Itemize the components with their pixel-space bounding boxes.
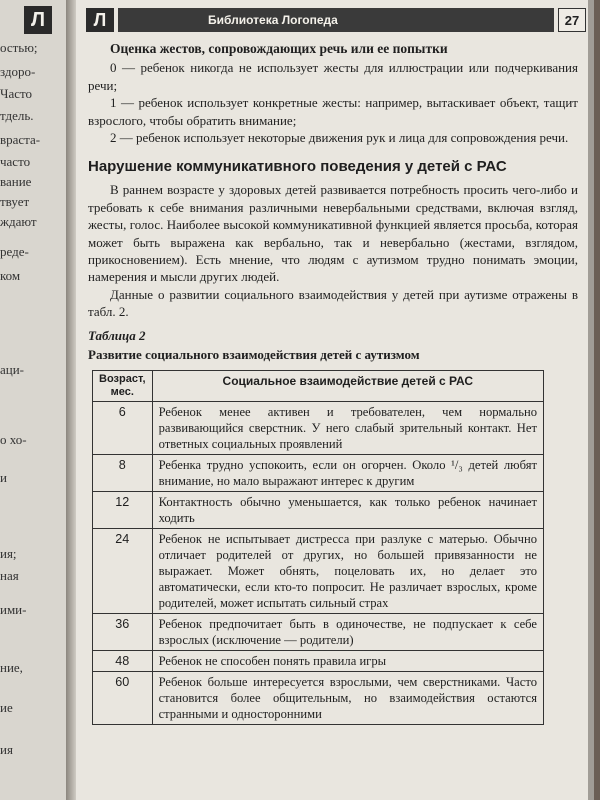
age-cell: 6: [93, 401, 153, 454]
social-interaction-table: [92, 370, 544, 725]
table-row: [93, 491, 544, 528]
table-title: Развитие социального взаимодействия детей с аутизмом: [88, 347, 420, 363]
column-header-description: Социальное взаимодействие детей с РАС: [152, 370, 543, 401]
table-row: [93, 671, 544, 724]
page-edge: [588, 0, 594, 800]
chapter-tab-letter: Л: [24, 6, 52, 34]
scoring-item: 1 — ребенок использует конкретные жесты: например, вытаскивает объект, тащит взрослого, чтобы обратить внимание;: [88, 95, 578, 128]
left-fragment: остью;: [0, 40, 38, 55]
description-cell: Ребенок предпочитает быть в одиночестве, не подпускает к себе взрослых (исключение — родители): [152, 613, 543, 650]
left-fragment: Часто: [0, 86, 32, 101]
scoring-item: 2 — ребенок использует некоторые движения рук и лица для сопровождения речи.: [110, 130, 569, 146]
left-fragment: твует: [0, 194, 30, 209]
left-fragment: аци-: [0, 362, 25, 377]
table-row: [93, 401, 544, 454]
age-cell: 12: [93, 491, 153, 528]
left-fragment: вание: [0, 174, 32, 189]
page-number: 27: [558, 8, 586, 32]
left-fragment: враста-: [0, 132, 41, 147]
page-content: [88, 40, 578, 725]
description-cell: Ребенок больше интересуется взрослыми, чем сверстниками. Часто становится более общительным, но взаимодействия остаются странными и односторонними: [152, 671, 543, 724]
left-fragment: тдель.: [0, 108, 34, 123]
running-header: [86, 8, 586, 32]
age-cell: 60: [93, 671, 153, 724]
left-fragment: ние,: [0, 660, 23, 675]
book-page: [76, 0, 594, 800]
description-cell: Ребенок не способен понять правила игры: [152, 650, 543, 671]
left-fragment: и: [0, 470, 7, 485]
left-fragment: часто: [0, 154, 31, 169]
description-cell: Контактность обычно уменьшается, как только ребенок начинает ходить: [152, 491, 543, 528]
age-cell: 8: [93, 454, 153, 491]
table-row: [93, 613, 544, 650]
book-gutter: [66, 0, 76, 800]
left-fragment: ия;: [0, 546, 17, 561]
left-fragment: ная: [0, 568, 19, 583]
scoring-heading: Оценка жестов, сопровождающих речь или ее попытки: [110, 41, 448, 56]
left-fragment: здоро-: [0, 64, 36, 79]
description-cell: Ребенка трудно успокоить, если он огорчен. Около ¹/₃ детей любят внимание, но мало выражают интерес к другим: [152, 454, 543, 491]
series-logo-icon: Л: [86, 8, 114, 32]
body-paragraph: В раннем возрасте у здоровых детей развивается потребность просить чего-либо и требовать к себе внимания различными невербальными средствами, включая взгляд, жесты, голос. Наиболее высокой коммуникативной функцией является просьба, которая может быть выражена как вербально, так и невербально (жестами, взглядом, прикосновением). Есть мнение, что людям с аутизмом трудно понимать эмоции, намерения и мысли других людей.: [88, 182, 578, 285]
table-caption: Таблица 2: [88, 327, 146, 343]
body-paragraph: Данные о развитии социального взаимодействия у детей при аутизме отражены в табл. 2.: [88, 286, 578, 320]
table-header-row: [93, 370, 544, 401]
section-heading: Нарушение коммуникативного поведения у детей с РАС: [88, 158, 507, 176]
running-title: Библиотека Логопеда: [118, 8, 554, 32]
table-row: [93, 454, 544, 491]
left-fragment: реде-: [0, 244, 29, 259]
description-cell: Ребенок менее активен и требователен, чем нормально развивающийся сверстник. У него слабый зрительный контакт. Нет ответных социальных проявлений: [152, 401, 543, 454]
table-row: [93, 650, 544, 671]
previous-page: [0, 0, 68, 800]
left-fragment: ком: [0, 268, 21, 283]
scoring-item: 0 — ребенок никогда не использует жесты для иллюстрации или подчеркивания речи;: [88, 60, 578, 93]
left-fragment: ими-: [0, 602, 27, 617]
left-fragment: ия: [0, 742, 13, 757]
left-fragment: ие: [0, 700, 13, 715]
description-cell: Ребенок не испытывает дистресса при разлуке с матерью. Обычно отличает родителей от других, но большей привязанности не выражает. Может обнять, поцеловать их, но делает это автоматически, если кто-то попросит. Не различает взрослых, кроме родителей, может испытать сильный страх: [152, 528, 543, 613]
column-header-age: Возраст, мес.: [93, 370, 153, 401]
table-row: [93, 528, 544, 613]
age-cell: 24: [93, 528, 153, 613]
age-cell: 48: [93, 650, 153, 671]
left-fragment: ждают: [0, 214, 37, 229]
age-cell: 36: [93, 613, 153, 650]
left-fragment: о хо-: [0, 432, 27, 447]
